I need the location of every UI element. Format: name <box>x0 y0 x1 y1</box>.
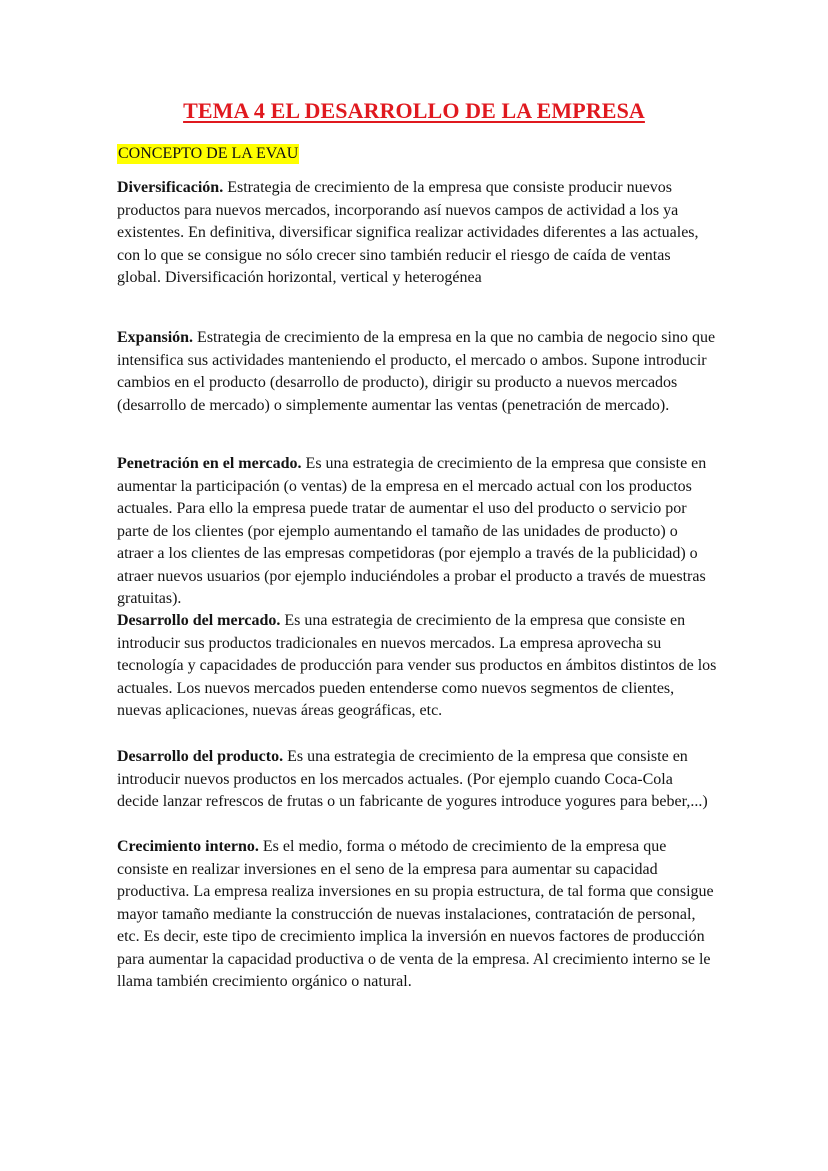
definition-term: Crecimiento interno. <box>117 838 259 855</box>
definition-term: Desarrollo del producto. <box>117 748 284 765</box>
definition-crecimiento-interno <box>117 836 717 994</box>
definition-paragraph <box>117 327 717 417</box>
definition-text: Es el medio, forma o método de crecimiento de la empresa que consiste en realizar inversiones en el seno de la empresa para aumentar su capacidad productiva. La empresa realiza inversiones en su propia estructura, de tal forma que consigue mayor tamaño mediante la construcción de nuevas instalaciones, contratación de personal, etc. Es decir, este tipo de crecimiento implica la inversión en nuevos factores de producción para aumentar la capacidad productiva o de venta de la empresa. Al crecimiento interno se le llama también crecimiento orgánico o natural. <box>117 838 714 990</box>
definition-text: Es una estrategia de crecimiento de la empresa que consiste en introducir nuevos productos en los mercados actuales. (Por ejemplo cuando Coca-Cola decide lanzar refrescos de frutas o un fabricante de yogures introduce yogures para beber,...) <box>117 748 708 810</box>
page-title: TEMA 4 EL DESARROLLO DE LA EMPRESA <box>183 98 645 123</box>
definition-term: Penetración en el mercado. <box>117 455 302 472</box>
definition-expansion <box>117 327 717 417</box>
definition-term: Desarrollo del mercado. <box>117 612 281 629</box>
definition-paragraph <box>117 177 717 290</box>
definition-term: Expansión. <box>117 329 194 346</box>
definition-diversificacion <box>117 177 717 290</box>
definition-desarrollo-producto <box>117 746 717 814</box>
definition-paragraph <box>117 453 717 611</box>
definition-desarrollo-mercado <box>117 610 717 723</box>
definition-text: Estrategia de crecimiento de la empresa que consiste producir nuevos productos para nuevos mercados, incorporando así nuevos campos de actividad a los ya existentes. En definitiva, diversificar significa realizar actividades diferentes a las actuales, con lo que se consigue no sólo crecer sino también reducir el riesgo de caída de ventas global. Diversificación horizontal, vertical y heterogénea <box>117 179 699 286</box>
definition-paragraph <box>117 610 717 723</box>
definition-text: Es una estrategia de crecimiento de la empresa que consiste en aumentar la participación (o ventas) de la empresa en el mercado actual con los productos actuales. Para ello la empresa puede tratar de aumentar el uso del producto o servicio por parte de los clientes (por ejemplo aumentando el tamaño de las unidades de producto) o atraer a los clientes de las empresas competidoras (por ejemplo a través de la publicidad) o atraer nuevos usuarios (por ejemplo induciéndoles a probar el producto a través de muestras gratuitas). <box>117 455 707 607</box>
definition-penetracion-mercado <box>117 453 717 611</box>
definition-text: Es una estrategia de crecimiento de la empresa que consiste en introducir sus productos tradicionales en nuevos mercados. La empresa aprovecha su tecnología y capacidades de producción para vender sus productos en ámbitos distintos de los actuales. Los nuevos mercados pueden entenderse como nuevos segmentos de clientes, nuevas aplicaciones, nuevas áreas geográficas, etc. <box>117 612 717 719</box>
definition-term: Diversificación. <box>117 179 224 196</box>
definition-paragraph <box>117 836 717 994</box>
definition-paragraph <box>117 746 717 814</box>
definition-text: Estrategia de crecimiento de la empresa en la que no cambia de negocio sino que intensifica sus actividades manteniendo el producto, el mercado o ambos. Supone introducir cambios en el producto (desarrollo de producto), dirigir su producto a nuevos mercados (desarrollo de mercado) o simplemente aumentar las ventas (penetración de mercado). <box>117 329 716 414</box>
section-heading-highlighted: CONCEPTO DE LA EVAU <box>118 145 299 162</box>
